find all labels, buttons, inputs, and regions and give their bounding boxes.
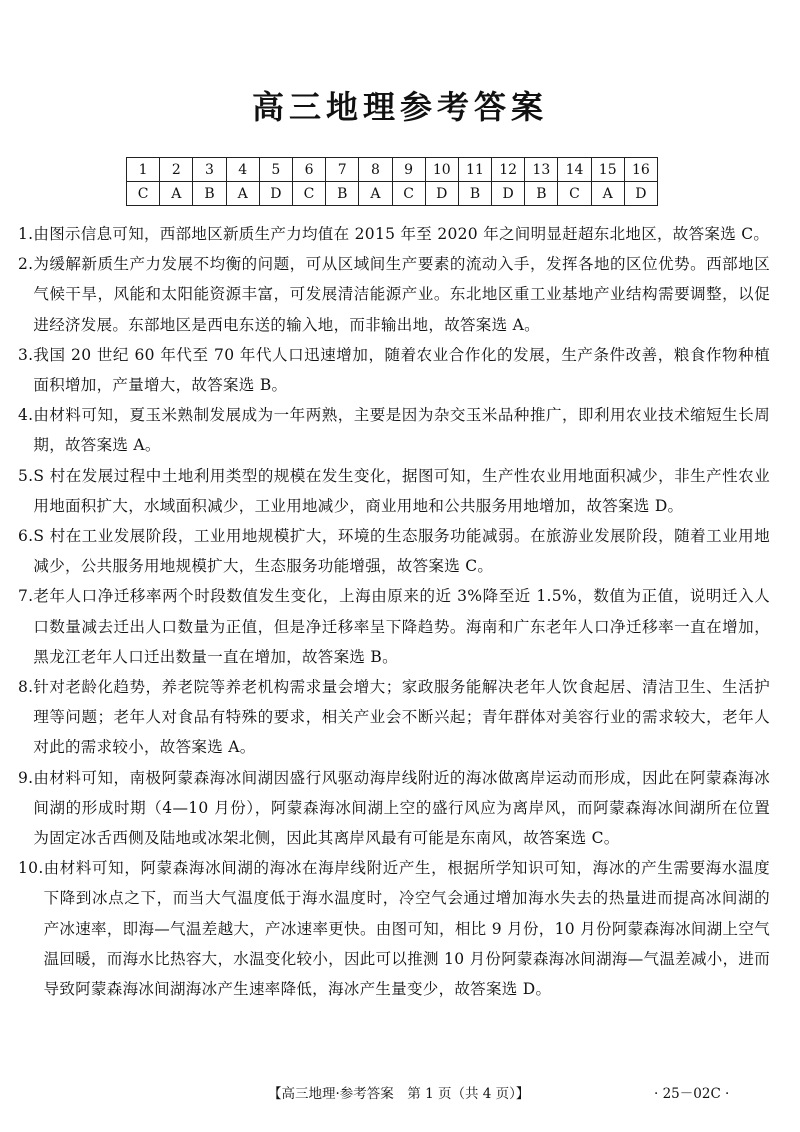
explanation-text: 老年人口净迁移率两个时段数值发生变化，上海由原来的近 3%降至近 1.5%，数值为正值，说明迁入人口数量减去迁出人口数量为正值，但是净迁移率呈下降趋势。海南和广东老年人口净迁移率一直在增加，黑龙江老年人口迁出数量一直在增加，故答案选 B。: [33, 587, 770, 666]
explanation-text: 由材料可知，阿蒙森海冰间湖的海冰在海岸线附近产生，根据所学知识可知，海冰的产生需要海水温度下降到冰点之下，而当大气温度低于海水温度时，冷空气会通过增加海水失去的热量进而提高冰间湖的产冰速率，即海—气温差越大，产冰速率更快。由图可知，相比 9 月份，10 月份阿蒙森海冰间湖上空气温回暖，而海水比热容大，水温变化较小，因此可以推测 10 月份阿蒙森海冰间湖海—气温差减小，进而导致阿蒙森海冰间湖海冰产生速率降低，海冰产生量变少，故答案选 D。: [43, 859, 770, 999]
explanation-text: S 村在工业发展阶段，工业用地规模扩大，环境的生态服务功能减弱。在旅游业发展阶段，随着工业用地减少，公共服务用地规模扩大，生态服务功能增强，故答案选 C。: [33, 527, 770, 576]
explanation-item: [18, 521, 770, 581]
explanation-number: 5.: [18, 466, 34, 485]
question-number-cell: 5: [259, 158, 292, 182]
question-number-cell: 10: [425, 158, 458, 182]
explanation-item: [18, 853, 770, 1004]
explanation-number: 3.: [18, 345, 34, 364]
answer-cell: A: [160, 182, 193, 206]
footer-code: · 25－02C ·: [654, 1086, 730, 1102]
explanation-list: [18, 219, 770, 1004]
question-number-cell: 9: [392, 158, 425, 182]
answer-cell: B: [525, 182, 558, 206]
explanation-number: 6.: [18, 527, 34, 546]
question-number-cell: 11: [458, 158, 491, 182]
explanation-number: 9.: [18, 768, 34, 787]
explanation-number: 1.: [18, 225, 34, 243]
answer-cell: B: [458, 182, 491, 206]
answer-cell: A: [359, 182, 392, 206]
question-number-cell: 7: [326, 158, 359, 182]
explanation-text: 针对老龄化趋势，养老院等养老机构需求量会增大；家政服务能解决老年人饮食起居、清洁卫生、生活护理等问题；老年人对食品有特殊的要求，相关产业会不断兴起；青年群体对美容行业的需求较大，老年人对此的需求较小，故答案选 A。: [33, 678, 770, 757]
explanation-item: [18, 672, 770, 763]
question-number-cell: 14: [558, 158, 591, 182]
explanation-item: [18, 400, 770, 460]
question-number-cell: 13: [525, 158, 558, 182]
explanation-text: 我国 20 世纪 60 年代至 70 年代人口迅速增加，随着农业合作化的发展，生产条件改善，粮食作物种植面积增加，产量增大，故答案选 B。: [33, 345, 770, 395]
answer-cell: D: [624, 182, 657, 206]
answer-cell: D: [425, 182, 458, 206]
question-number-cell: 15: [591, 158, 624, 182]
explanation-item: [18, 581, 770, 672]
explanation-item: [18, 763, 770, 854]
answer-table-number-row: [127, 158, 658, 182]
answer-cell: C: [558, 182, 591, 206]
explanation-item: [18, 219, 770, 249]
explanation-text: S 村在发展过程中土地利用类型的规模在发生变化，据图可知，生产性农业用地面积减少，非生产性农业用地面积扩大，水域面积减少，工业用地减少，商业用地和公共服务用地增加，故答案选 D。: [33, 466, 770, 515]
explanation-number: 10.: [18, 859, 44, 878]
answer-cell: C: [292, 182, 325, 206]
question-number-cell: 2: [160, 158, 193, 182]
answer-cell: B: [193, 182, 226, 206]
explanation-item: [18, 249, 770, 340]
footer-page-info: 【高三地理·参考答案 第 1 页（共 4 页）】: [268, 1086, 530, 1102]
question-number-cell: 4: [226, 158, 259, 182]
explanation-text: 由图示信息可知，西部地区新质生产力均值在 2015 年至 2020 年之间明显赶超东北地区，故答案选 C。: [33, 225, 770, 243]
explanation-item: [18, 461, 770, 521]
question-number-cell: 3: [193, 158, 226, 182]
page-title: 高三地理参考答案: [251, 88, 548, 126]
answer-cell: A: [226, 182, 259, 206]
explanation-number: 7.: [18, 587, 34, 606]
answer-table: [126, 157, 658, 206]
question-number-cell: 8: [359, 158, 392, 182]
answer-table-answer-row: [127, 182, 658, 206]
explanation-number: 4.: [18, 406, 34, 425]
explanation-number: 8.: [18, 678, 34, 697]
question-number-cell: 12: [492, 158, 525, 182]
answer-cell: C: [392, 182, 425, 206]
explanation-item: [18, 340, 770, 400]
question-number-cell: 1: [127, 158, 160, 182]
explanation-text: 由材料可知，南极阿蒙森海冰间湖因盛行风驱动海岸线附近的海冰做离岸运动而形成，因此在阿蒙森海冰间湖的形成时期（4—10 月份），阿蒙森海冰间湖上空的盛行风应为离岸风，而阿蒙森海冰间湖所在位置为固定冰舌西侧及陆地或冰架北侧，因此其离岸风最有可能是东南风，故答案选 C。: [33, 768, 770, 848]
answer-cell: C: [127, 182, 160, 206]
answer-cell: D: [259, 182, 292, 206]
question-number-cell: 16: [624, 158, 657, 182]
explanation-text: 由材料可知，夏玉米熟制发展成为一年两熟，主要是因为杂交玉米品种推广，即利用农业技术缩短生长周期，故答案选 A。: [33, 406, 770, 455]
answer-cell: A: [591, 182, 624, 206]
explanation-number: 2.: [18, 255, 34, 274]
answer-cell: D: [492, 182, 525, 206]
explanation-text: 为缓解新质生产力发展不均衡的问题，可从区域间生产要素的流动入手，发挥各地的区位优势。西部地区气候干旱，风能和太阳能资源丰富，可发展清洁能源产业。东北地区重工业基地产业结构需要调整，以促进经济发展。东部地区是西电东送的输入地，而非输出地，故答案选 A。: [33, 255, 770, 334]
question-number-cell: 6: [292, 158, 325, 182]
answer-cell: B: [326, 182, 359, 206]
